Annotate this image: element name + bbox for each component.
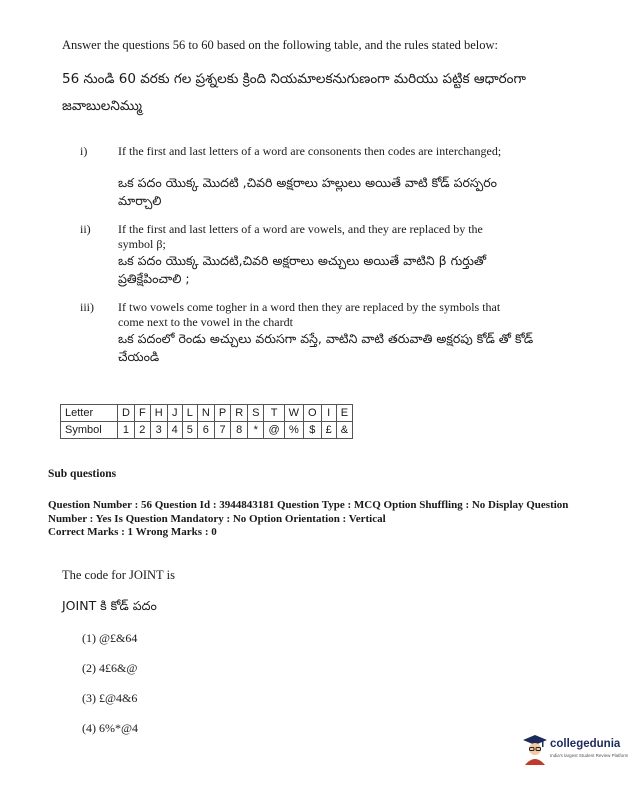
letter-cell: T bbox=[264, 405, 284, 422]
question-meta bbox=[48, 499, 588, 540]
symbol-cell: & bbox=[336, 422, 352, 439]
letter-cell: O bbox=[304, 405, 322, 422]
letter-cell: W bbox=[284, 405, 303, 422]
rule-telugu: ఒక పదంలో రెండు అచ్చులు వరుసగా వస్తే, వాటిని వాటి తరువాతి అక్షరపు కోడ్ తో కోడ్ చేయండి bbox=[118, 331, 534, 364]
letter-cell: F bbox=[134, 405, 150, 422]
option-4[interactable]: (4) 6%*@4 bbox=[82, 721, 139, 735]
logo-brand: collegedunia bbox=[550, 738, 621, 750]
letter-cell: P bbox=[214, 405, 230, 422]
intro-telugu: 56 నుండి 60 వరకు గల ప్రశ్నలకు క్రింది నియమాలకనుగుణంగా మరియు పట్టిక ఆధారంగా జవాబులనిమ్ము bbox=[62, 71, 526, 114]
letter-cell: D bbox=[118, 405, 135, 422]
option-2[interactable]: (2) 4£6&@ bbox=[82, 661, 138, 675]
symbol-row bbox=[61, 422, 353, 439]
symbol-cell: 1 bbox=[118, 422, 135, 439]
code-table bbox=[60, 404, 353, 439]
symbol-cell: 7 bbox=[214, 422, 230, 439]
rule-english: If two vowels come togher in a word then they are replaced by the symbols that come next to the vowel in the chardt bbox=[118, 300, 501, 329]
symbol-cell: $ bbox=[304, 422, 322, 439]
symbol-cell: 2 bbox=[134, 422, 150, 439]
symbol-cell: 8 bbox=[231, 422, 248, 439]
letter-cell: S bbox=[248, 405, 264, 422]
symbol-cell: % bbox=[284, 422, 303, 439]
intro-english: Answer the questions 56 to 60 based on the following table, and the rules stated below: bbox=[62, 38, 499, 52]
question-marks-line: Correct Marks : 1 Wrong Marks : 0 bbox=[48, 526, 217, 538]
symbol-cell: 6 bbox=[197, 422, 214, 439]
option-3[interactable]: (3) £@4&6 bbox=[82, 691, 138, 705]
rule-english: If the first and last letters of a word are consonents then codes are interchanged; bbox=[118, 144, 502, 158]
rule-english: If the first and last letters of a word are vowels, and they are replaced by the symbol β; bbox=[118, 222, 483, 251]
rule-telugu: ఒక పదం యొక్క మొదటి ,చివరి అక్షరాలు హల్లులు అయితే వాటి కోడ్ పరస్పరం మార్చాలి bbox=[118, 175, 497, 208]
symbol-cell: 3 bbox=[150, 422, 167, 439]
letter-header: Letter bbox=[61, 405, 118, 422]
question-meta-line: Question Number : 56 Question Id : 3944843181 Question Type : MCQ Option Shuffling : No Display Question Number : Yes Is Question Mandatory : No Option Orientation : Vertical bbox=[48, 499, 569, 525]
letter-cell: H bbox=[150, 405, 167, 422]
symbol-cell: 4 bbox=[167, 422, 182, 439]
logo-tagline: India's largest Student Review Platform bbox=[550, 753, 628, 758]
letter-cell: J bbox=[167, 405, 182, 422]
symbol-cell: 5 bbox=[182, 422, 197, 439]
symbol-cell: * bbox=[248, 422, 264, 439]
question-text-english: The code for JOINT is bbox=[62, 568, 175, 582]
letter-cell: N bbox=[197, 405, 214, 422]
sub-questions-heading: Sub questions bbox=[48, 468, 117, 480]
collegedunia-logo bbox=[520, 734, 628, 768]
rule-number: ii) bbox=[80, 222, 91, 236]
symbol-header: Symbol bbox=[61, 422, 118, 439]
symbol-cell: £ bbox=[321, 422, 336, 439]
letter-cell: R bbox=[231, 405, 248, 422]
option-1[interactable]: (1) @£&64 bbox=[82, 631, 138, 645]
rule-number: i) bbox=[80, 144, 88, 158]
symbol-cell: @ bbox=[264, 422, 284, 439]
question-text-telugu: JOINT కి కోడ్ పదం bbox=[62, 598, 157, 613]
student-avatar-icon bbox=[522, 734, 548, 766]
rule-telugu: ఒక పదం యొక్క మొదటి,చివరి అక్షరాలు అచ్చులు అయితే వాటిని β గుర్తుతో ప్రతిక్షేపించాలి ; bbox=[118, 253, 487, 286]
letter-cell: L bbox=[182, 405, 197, 422]
letter-cell: I bbox=[321, 405, 336, 422]
letter-row bbox=[61, 405, 353, 422]
letter-cell: E bbox=[336, 405, 352, 422]
rule-number: iii) bbox=[80, 300, 94, 314]
